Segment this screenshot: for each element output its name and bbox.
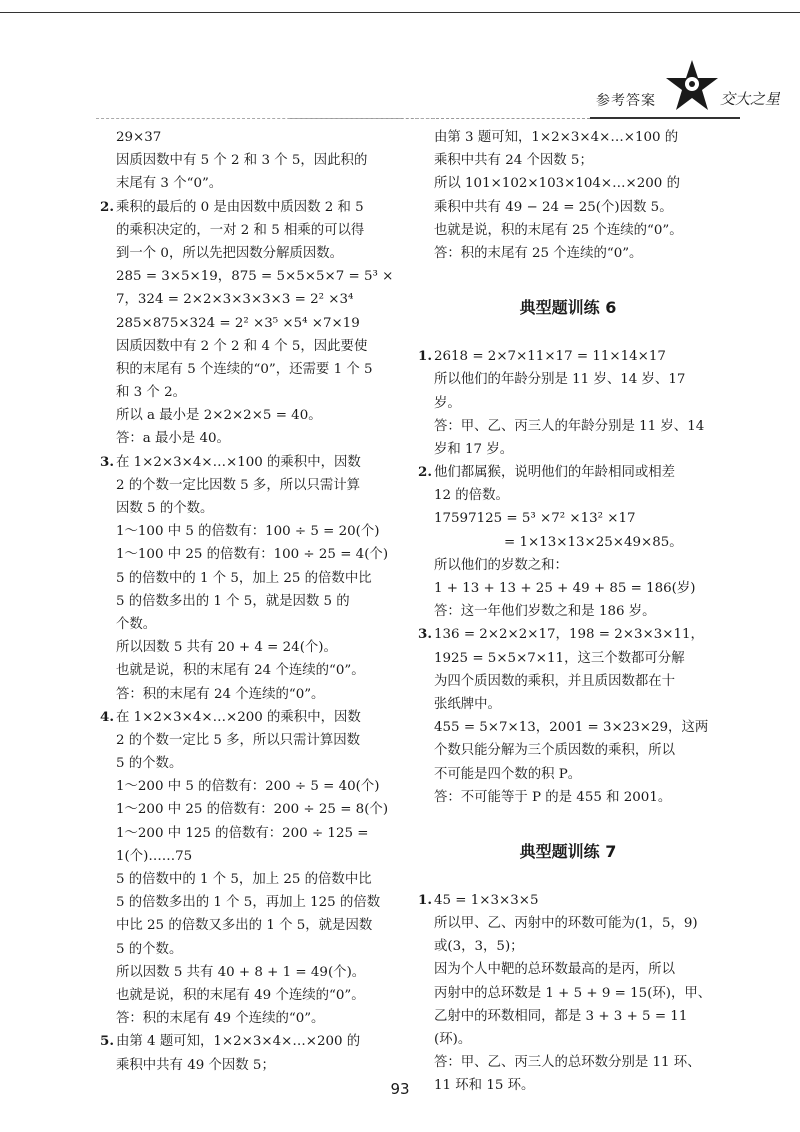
text-line: 5 的个数。: [116, 756, 183, 772]
text-line: 1～100 中 25 的倍数有：100 ÷ 25 = 4(个): [116, 547, 389, 563]
text-line: 5 的倍数中的 1 个 5，加上 25 的倍数中比: [116, 872, 372, 887]
text-line: 岁。: [434, 395, 461, 411]
text-line: 因数 5 的个数。: [116, 501, 214, 516]
text-line: 1～100 中 5 的倍数有：100 ÷ 5 = 20(个): [116, 524, 380, 540]
text-line: 乘积中共有 24 个因数 5；: [434, 153, 593, 169]
text-line: 为四个质因数的乘积，并且质因数都在十: [434, 673, 676, 689]
text-line: 乘积中共有 49 个因数 5；: [116, 1057, 275, 1073]
text-line: 所以甲、乙、丙射中的环数可能为(1，5，9): [434, 916, 698, 932]
answer-line: 答：积的末尾有 25 个连续的“0”。: [434, 245, 643, 261]
text-line: 5 的倍数多出的 1 个 5，就是因数 5 的: [116, 593, 350, 609]
text-line: 因质因数中有 2 个 2 和 4 个 5，因此要使: [116, 338, 368, 354]
question-2-line: 2. 他们都属猴，说明他们的年龄相同或相差: [418, 461, 718, 484]
text-line: 积的末尾有 5 个连续的“0”，还需要 1 个 5: [116, 361, 373, 377]
star-logo-icon: [660, 58, 780, 118]
question-2-line: 2. 乘积的最后的 0 是由因数中质因数 2 和 5: [100, 196, 400, 219]
question-number: 1.: [418, 891, 432, 908]
text-line: (环)。: [434, 1032, 472, 1047]
text-line: 因质因数中有 5 个 2 和 3 个 5，因此积的: [116, 153, 368, 169]
text-line: 到一个 0，所以先把因数分解质因数。: [116, 245, 344, 261]
right-column-rule: [415, 118, 435, 119]
text-line: 1～200 中 125 的倍数有：200 ÷ 125 =: [116, 825, 369, 841]
text-line: 中比 25 的倍数又多出的 1 个 5，就是因数: [116, 918, 373, 934]
text-line: = 1×13×13×25×49×85。: [504, 534, 683, 550]
text-line: 29×37: [116, 130, 162, 145]
question-number: 2.: [418, 464, 432, 481]
text-line: 17597125 = 5³ ×7² ×13² ×17: [434, 511, 636, 527]
text-line: 也就是说，积的末尾有 25 个连续的“0”。: [434, 222, 683, 238]
text-line: 因为个人中靶的总环数最高的是丙，所以: [434, 962, 676, 978]
text-line: 所以他们的岁数之和：: [434, 557, 568, 573]
answer-line: 答：积的末尾有 24 个连续的“0”。: [116, 686, 325, 702]
text-line: 1(个)……75: [116, 848, 193, 864]
question-3-line: 3. 136 = 2×2×2×17，198 = 2×3×3×11，: [418, 623, 718, 646]
text-line: 答：甲、乙、丙三人的年龄分别是 11 岁、14: [434, 418, 705, 434]
question-number: 2.: [100, 198, 114, 215]
question-number: 5.: [100, 1033, 114, 1050]
text-line: 所以因数 5 共有 20 + 4 = 24(个)。: [116, 640, 337, 656]
question-4-line: 4. 在 1×2×3×4×…×200 的乘积中，因数: [100, 706, 400, 729]
question-3-line: 3. 在 1×2×3×4×…×100 的乘积中，因数: [100, 451, 400, 474]
text-line: 个数只能分解为三个质因数的乘积，所以: [434, 743, 676, 759]
text-line: 2 的个数一定比因数 5 多，所以只需计算: [116, 477, 361, 493]
text-line: 所以因数 5 共有 40 + 8 + 1 = 49(个)。: [116, 964, 366, 980]
text-line: 285×875×324 = 2² ×3⁵ ×5⁴ ×7×19: [116, 315, 360, 331]
header-rule: [590, 117, 740, 119]
text-line: 也就是说，积的末尾有 24 个连续的“0”。: [116, 663, 365, 679]
section-title-7: 典型题训练 7: [519, 841, 617, 861]
text-line: 丙射中的总环数是 1 + 5 + 9 = 15(环)，甲、: [434, 985, 712, 1001]
text-line: 455 = 5×7×13，2001 = 3×23×29，这两: [434, 720, 709, 736]
text-line: 末尾有 3 个“0”。: [116, 176, 223, 192]
text-line: 1～200 中 5 的倍数有：200 ÷ 5 = 40(个): [116, 779, 380, 795]
text-line: 乙射中的环数相同，都是 3 + 3 + 5 = 11: [434, 1008, 688, 1024]
right-column: [418, 126, 718, 1098]
text-line: 和 3 个 2。: [116, 385, 186, 401]
answer-line: 答：a 最小是 40。: [116, 431, 230, 447]
question-number: 3.: [100, 453, 114, 470]
text-line: 7，324 = 2×2×3×3×3×3 = 2² ×3⁴: [116, 292, 354, 308]
text-line: 所以 a 最小是 2×2×2×5 = 40。: [116, 408, 322, 424]
text-line: 2 的个数一定比 5 多，所以只需计算因数: [116, 732, 361, 748]
question-number: 4.: [100, 708, 114, 725]
text-line: 所以 101×102×103×104×…×200 的: [434, 176, 680, 192]
text-line: 也就是说，积的末尾有 49 个连续的“0”。: [116, 987, 365, 1003]
text-line: 个数。: [116, 616, 157, 632]
answer-line: 答：积的末尾有 49 个连续的“0”。: [116, 1011, 325, 1027]
answer-line: 岁和 17 岁。: [434, 441, 514, 457]
text-line: 5 的倍数多出的 1 个 5，再加上 125 的倍数: [116, 895, 381, 911]
text-line: 12 的倍数。: [434, 488, 509, 504]
answer-line: 答：不可能等于 P 的是 455 和 2001。: [434, 789, 672, 805]
header-label: 参考答案: [596, 93, 656, 109]
text-line: 乘积中共有 49 − 24 = 25(个)因数 5。: [434, 199, 673, 215]
question-5-line: 5. 由第 4 题可知，1×2×3×4×…×200 的: [100, 1030, 400, 1053]
page-number: 93: [390, 1080, 410, 1098]
text-line: 不可能是四个数的积 P。: [434, 766, 582, 782]
question-1-line: 1. 45 = 1×3×3×5: [418, 889, 718, 912]
text-line: 1925 = 5×5×7×11，这三个数都可分解: [434, 650, 685, 666]
text-line: 的乘积决定的，一对 2 和 5 相乘的可以得: [116, 222, 365, 238]
answer-line: 答：这一年他们岁数之和是 186 岁。: [434, 604, 656, 620]
text-line: 张纸牌中。: [434, 696, 501, 712]
question-number: 1.: [418, 348, 432, 365]
text-line: 285 = 3×5×19，875 = 5×5×5×7 = 5³ ×: [116, 269, 394, 285]
text-line: 1 + 13 + 13 + 25 + 49 + 85 = 186(岁): [434, 581, 696, 596]
question-1-line: 1. 2618 = 2×7×11×17 = 11×14×17: [418, 345, 718, 368]
svg-text:交大之星: 交大之星: [720, 90, 780, 108]
section-title-6: 典型题训练 6: [519, 298, 617, 318]
answer-line: 11 环和 15 环。: [434, 1078, 535, 1094]
text-line: 5 的倍数中的 1 个 5，加上 25 的倍数中比: [116, 570, 372, 586]
top-border-line: [0, 12, 800, 13]
text-line: 所以他们的年龄分别是 11 岁、14 岁、17: [434, 372, 686, 388]
text-line: 答：甲、乙、丙三人的总环数分别是 11 环、: [434, 1055, 701, 1071]
text-line: 5 的个数。: [116, 941, 183, 957]
left-column: [100, 126, 400, 1077]
question-number: 3.: [418, 626, 432, 643]
left-column-rule: [96, 118, 401, 119]
text-line: 由第 3 题可知，1×2×3×4×…×100 的: [434, 130, 679, 145]
text-line: 或(3，3，5)；: [434, 939, 524, 955]
text-line: 1～200 中 25 的倍数有：200 ÷ 25 = 8(个): [116, 802, 389, 818]
